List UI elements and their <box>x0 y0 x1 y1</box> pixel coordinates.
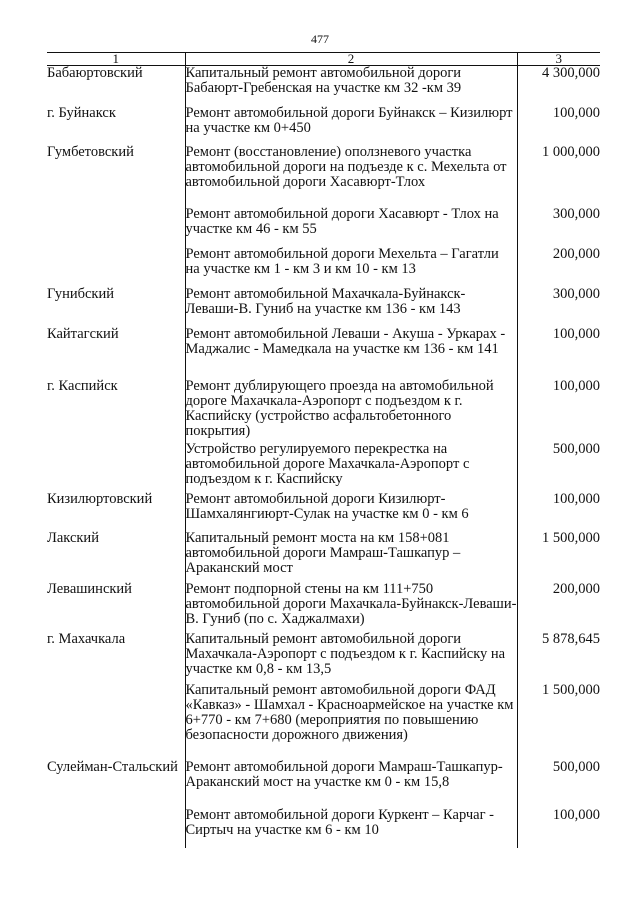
work-description-cell: Устройство регулируемого перекрестка на автомобильной дороге Махачкала-Аэропорт с подъездом к г. Каспийску <box>185 442 517 492</box>
region-cell: Бабаюртовский <box>47 65 143 81</box>
work-description-cell: Ремонт автомобильной дороги Буйнакск – Кизилюрт на участке км 0+450 <box>185 106 517 145</box>
work-description-cell: Ремонт автомобильной дороги Кизилюрт-Шамхалянгиюрт-Сулак на участке км 0 - км 6 <box>185 492 517 531</box>
amount-cell: 100,000 <box>517 492 600 531</box>
amount-cell: 1 000,000 <box>517 145 600 207</box>
table-row <box>47 492 600 531</box>
region-cell: г. Каспийск <box>47 377 118 394</box>
region-cell: Кайтагский <box>47 325 119 342</box>
table-row <box>47 207 600 247</box>
table-row <box>47 760 600 808</box>
amount-cell: 100,000 <box>517 808 600 848</box>
column-header-2: 2 <box>185 53 517 66</box>
table-header-row <box>47 53 600 66</box>
region-cell <box>47 207 185 247</box>
amount-cell: 500,000 <box>517 442 600 492</box>
work-description-cell: Ремонт автомобильной дороги Куркент – Карчаг - Сиртыч на участке км 6 - км 10 <box>185 808 517 848</box>
region-cell: Кизилюртовский <box>47 490 153 507</box>
work-description-cell: Ремонт дублирующего проезда на автомобильной дороге Махачкала-Аэропорт с подъездом к г. Каспийску (устройство асфальтобетонного покрытия) <box>185 379 517 442</box>
table-row <box>47 582 600 632</box>
table-row <box>47 247 600 287</box>
amount-cell: 100,000 <box>517 327 600 379</box>
column-header-1: 1 <box>47 53 185 66</box>
table-row <box>47 531 600 582</box>
table-row <box>47 145 600 207</box>
amount-cell: 5 878,645 <box>517 632 600 683</box>
amount-cell: 300,000 <box>517 207 600 247</box>
work-description-cell: Капитальный ремонт автомобильной дороги ФАД «Кавказ» - Шамхал - Красноармейское на участке км 6+770 - км 7+680 (мероприятия по повышению безопасности дорожного движения) <box>185 683 517 760</box>
work-description-cell: Капитальный ремонт автомобильной дороги Махачкала-Аэропорт с подъездом к г. Каспийску на участке км 0,8 - км 13,5 <box>185 632 517 683</box>
region-cell: г. Махачкала <box>47 630 126 647</box>
region-cell <box>47 808 185 848</box>
table-row <box>47 442 600 492</box>
table-row <box>47 632 600 683</box>
page-number: 477 <box>311 32 329 46</box>
region-cell: Гумбетовский <box>47 143 134 160</box>
region-cell: Сулейман-Стальский <box>47 758 178 775</box>
amount-cell: 1 500,000 <box>517 531 600 582</box>
amount-cell: 200,000 <box>517 582 600 632</box>
work-description-cell: Капитальный ремонт автомобильной дороги Бабаюрт-Гребенская на участке км 32 -км 39 <box>185 66 517 106</box>
work-description-cell: Ремонт автомобильной дороги Мамраш-Ташкапур-Араканский мост на участке км 0 - км 15,8 <box>185 760 517 808</box>
region-cell <box>47 442 185 492</box>
work-description-cell: Ремонт автомобильной дороги Хасавюрт - Тлох на участке км 46 - км 55 <box>185 207 517 247</box>
table-row <box>47 327 600 379</box>
table-row <box>47 808 600 848</box>
work-description-cell: Ремонт автомобильной дороги Мехельта – Гагатли на участке км 1 - км 3 и км 10 - км 13 <box>185 247 517 287</box>
work-description-cell: Ремонт подпорной стены на км 111+750 автомобильной дороги Махачкала-Буйнакск-Леваши-В. Гуниб (по с. Хаджалмахи) <box>185 582 517 632</box>
road-repair-table <box>47 52 600 848</box>
table-row <box>47 379 600 442</box>
work-description-cell: Ремонт автомобильной Махачкала-Буйнакск-Леваши-В. Гуниб на участке км 136 - км 143 <box>185 287 517 327</box>
table-row <box>47 683 600 760</box>
amount-cell: 1 500,000 <box>517 683 600 760</box>
amount-cell: 200,000 <box>517 247 600 287</box>
column-header-3: 3 <box>517 53 600 66</box>
amount-cell: 100,000 <box>517 106 600 145</box>
table-row <box>47 287 600 327</box>
table-row <box>47 66 600 106</box>
region-cell: Лакский <box>47 529 99 546</box>
amount-cell: 100,000 <box>517 379 600 442</box>
amount-cell: 300,000 <box>517 287 600 327</box>
region-cell: г. Буйнакск <box>47 104 116 121</box>
region-cell: Гунибский <box>47 285 114 302</box>
work-description-cell: Ремонт (восстановление) оползневого участка автомобильной дороги на подъезде к с. Мехельта от автомобильной дороги Хасавюрт-Тлох <box>185 145 517 207</box>
region-cell <box>47 683 185 760</box>
work-description-cell: Капитальный ремонт моста на км 158+081 автомобильной дороги Мамраш-Ташкапур – Араканский мост <box>185 531 517 582</box>
amount-cell: 500,000 <box>517 760 600 808</box>
region-cell <box>47 247 185 287</box>
amount-cell: 4 300,000 <box>517 66 600 106</box>
table-row <box>47 106 600 145</box>
work-description-cell: Ремонт автомобильной Леваши - Акуша - Уркарах - Маджалис - Мамедкала на участке км 136 - км 141 <box>185 327 517 379</box>
region-cell: Левашинский <box>47 580 132 597</box>
